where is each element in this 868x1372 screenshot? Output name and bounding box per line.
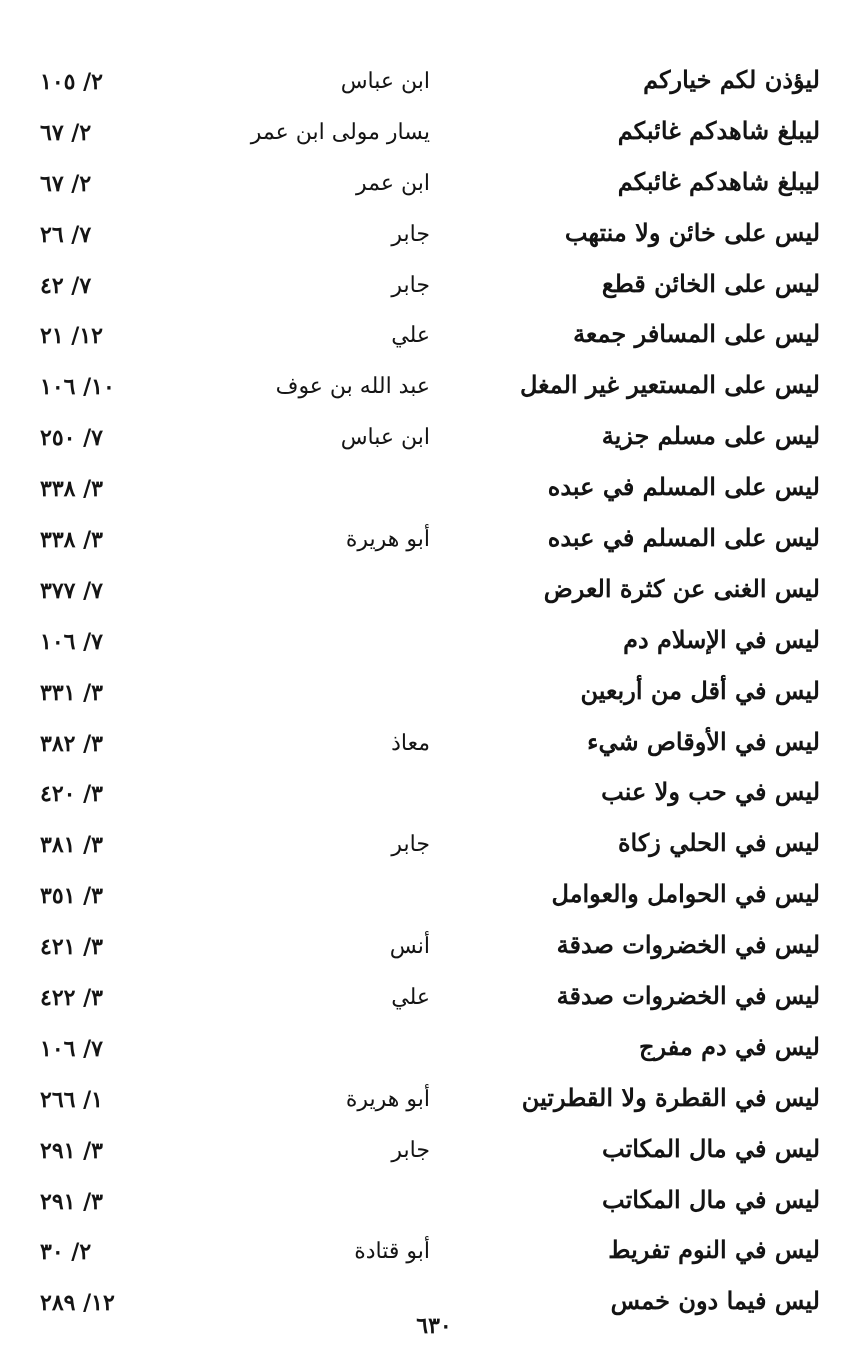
hadith-text: ليبلغ شاهدكم غائبكم bbox=[617, 166, 820, 196]
volume-page-reference: ٣/ ٢٩١ bbox=[40, 1137, 103, 1164]
volume-page-reference: ٢/ ٦٧ bbox=[40, 119, 92, 146]
index-entry-row bbox=[40, 211, 820, 262]
index-entry-row bbox=[40, 821, 820, 872]
index-entry-row bbox=[40, 516, 820, 567]
hadith-text: ليس في الأوقاص شيء bbox=[587, 726, 820, 756]
hadith-text: ليس في النوم تفريط bbox=[608, 1235, 820, 1265]
narrator-name: يسار مولى ابن عمر bbox=[250, 119, 430, 145]
volume-page-reference: ١/ ٢٦٦ bbox=[40, 1086, 103, 1113]
hadith-text: ليس على مسلم جزية bbox=[601, 421, 820, 451]
hadith-text: ليس الغنى عن كثرة العرض bbox=[543, 573, 820, 603]
hadith-text: ليس على المسلم في عبده bbox=[547, 523, 820, 553]
narrator-name: جابر bbox=[391, 272, 430, 298]
index-entry-row bbox=[40, 720, 820, 771]
narrator-name: معاذ bbox=[391, 730, 430, 756]
hadith-text: ليس على المسلم في عبده bbox=[547, 472, 820, 502]
volume-page-reference: ٧/ ٣٧٧ bbox=[40, 577, 103, 604]
volume-page-reference: ٣/ ٣٨١ bbox=[40, 832, 103, 859]
index-entry-row bbox=[40, 414, 820, 465]
hadith-index-list bbox=[40, 58, 820, 1330]
narrator-name: جابر bbox=[391, 1137, 430, 1163]
volume-page-reference: ٧/ ٢٥٠ bbox=[40, 425, 103, 452]
volume-page-reference: ٢/ ٦٧ bbox=[40, 170, 92, 197]
narrator-name: ابن عباس bbox=[340, 69, 430, 94]
hadith-text: ليس في مال المكاتب bbox=[602, 1184, 820, 1214]
index-entry-row bbox=[40, 1076, 820, 1127]
volume-page-reference: ٧/ ١٠٦ bbox=[40, 1035, 103, 1062]
narrator-name: علي bbox=[391, 985, 430, 1011]
volume-page-reference: ٣/ ٢٩١ bbox=[40, 1188, 103, 1215]
volume-page-reference: ٣/ ٣٣١ bbox=[40, 679, 103, 706]
index-entry-row bbox=[40, 770, 820, 821]
volume-page-reference: ٢/ ١٠٥ bbox=[40, 69, 103, 95]
narrator-name: علي bbox=[391, 323, 430, 349]
narrator-name: أبو هريرة bbox=[345, 1086, 430, 1112]
narrator-name: ابن عمر bbox=[356, 170, 430, 196]
volume-page-reference: ٣/ ٣٨٢ bbox=[40, 730, 103, 757]
index-entry-row bbox=[40, 160, 820, 211]
index-entry-row bbox=[40, 923, 820, 974]
hadith-text: ليس في أقل من أربعين bbox=[580, 675, 820, 705]
hadith-text: ليس على المسافر جمعة bbox=[573, 319, 820, 349]
hadith-text: ليس في الخضروات صدقة bbox=[556, 981, 820, 1011]
hadith-text: ليس في الحلي زكاة bbox=[617, 828, 820, 858]
narrator-name: أبو قتادة bbox=[354, 1239, 430, 1265]
narrator-name: ابن عباس bbox=[340, 425, 430, 451]
volume-page-reference: ١٠/ ١٠٦ bbox=[40, 374, 115, 401]
index-entry-row bbox=[40, 1127, 820, 1178]
narrator-name: أنس bbox=[389, 934, 430, 960]
hadith-text: ليس في الإسلام دم bbox=[623, 624, 820, 654]
volume-page-reference: ١٢/ ٢٨٩ bbox=[40, 1290, 115, 1317]
hadith-text: ليس في القطرة ولا القطرتين bbox=[521, 1082, 820, 1112]
hadith-text: ليس على خائن ولا منتهب bbox=[564, 217, 820, 247]
volume-page-reference: ٣/ ٣٣٨ bbox=[40, 476, 103, 503]
index-entry-row bbox=[40, 363, 820, 414]
index-entry-row bbox=[40, 618, 820, 669]
index-entry-row bbox=[40, 262, 820, 313]
hadith-text: ليس فيما دون خمس bbox=[610, 1286, 820, 1316]
hadith-text: ليؤذن لكم خياركم bbox=[643, 65, 820, 94]
narrator-name: عبد الله بن عوف bbox=[275, 374, 430, 400]
volume-page-reference: ٧/ ٢٦ bbox=[40, 221, 92, 248]
volume-page-reference: ٣/ ٤٢١ bbox=[40, 934, 103, 961]
hadith-text: ليس في الحوامل والعوامل bbox=[551, 879, 820, 909]
index-entry-row bbox=[40, 1025, 820, 1076]
hadith-text: ليس في الخضروات صدقة bbox=[556, 930, 820, 960]
index-entry-row bbox=[40, 312, 820, 363]
volume-page-reference: ٣/ ٣٣٨ bbox=[40, 527, 103, 554]
index-entry-row bbox=[40, 567, 820, 618]
index-entry-row bbox=[40, 1178, 820, 1229]
narrator-name: جابر bbox=[391, 832, 430, 858]
index-entry-row bbox=[40, 58, 820, 109]
volume-page-reference: ٣/ ٤٢٠ bbox=[40, 781, 103, 808]
index-entry-row bbox=[40, 1228, 820, 1279]
hadith-text: ليس في دم مفرج bbox=[639, 1031, 820, 1061]
page-number: ٦٣٠ bbox=[416, 1313, 452, 1339]
hadith-text: ليس في مال المكاتب bbox=[602, 1133, 820, 1163]
index-entry-row bbox=[40, 109, 820, 160]
narrator-name: أبو هريرة bbox=[345, 527, 430, 553]
index-entry-row bbox=[40, 465, 820, 516]
volume-page-reference: ٣/ ٣٥١ bbox=[40, 883, 103, 910]
hadith-text: ليس على المستعير غير المغل bbox=[519, 370, 820, 400]
index-entry-row bbox=[40, 872, 820, 923]
hadith-text: ليس على الخائن قطع bbox=[601, 268, 820, 298]
hadith-text: ليبلغ شاهدكم غائبكم bbox=[617, 115, 820, 145]
hadith-text: ليس في حب ولا عنب bbox=[601, 777, 820, 807]
volume-page-reference: ٣/ ٤٢٢ bbox=[40, 985, 103, 1012]
volume-page-reference: ٧/ ١٠٦ bbox=[40, 628, 103, 655]
volume-page-reference: ١٢/ ٢١ bbox=[40, 323, 103, 350]
index-entry-row bbox=[40, 669, 820, 720]
volume-page-reference: ٧/ ٤٢ bbox=[40, 272, 92, 299]
narrator-name: جابر bbox=[391, 221, 430, 247]
volume-page-reference: ٢/ ٣٠ bbox=[40, 1239, 92, 1266]
index-entry-row bbox=[40, 974, 820, 1025]
